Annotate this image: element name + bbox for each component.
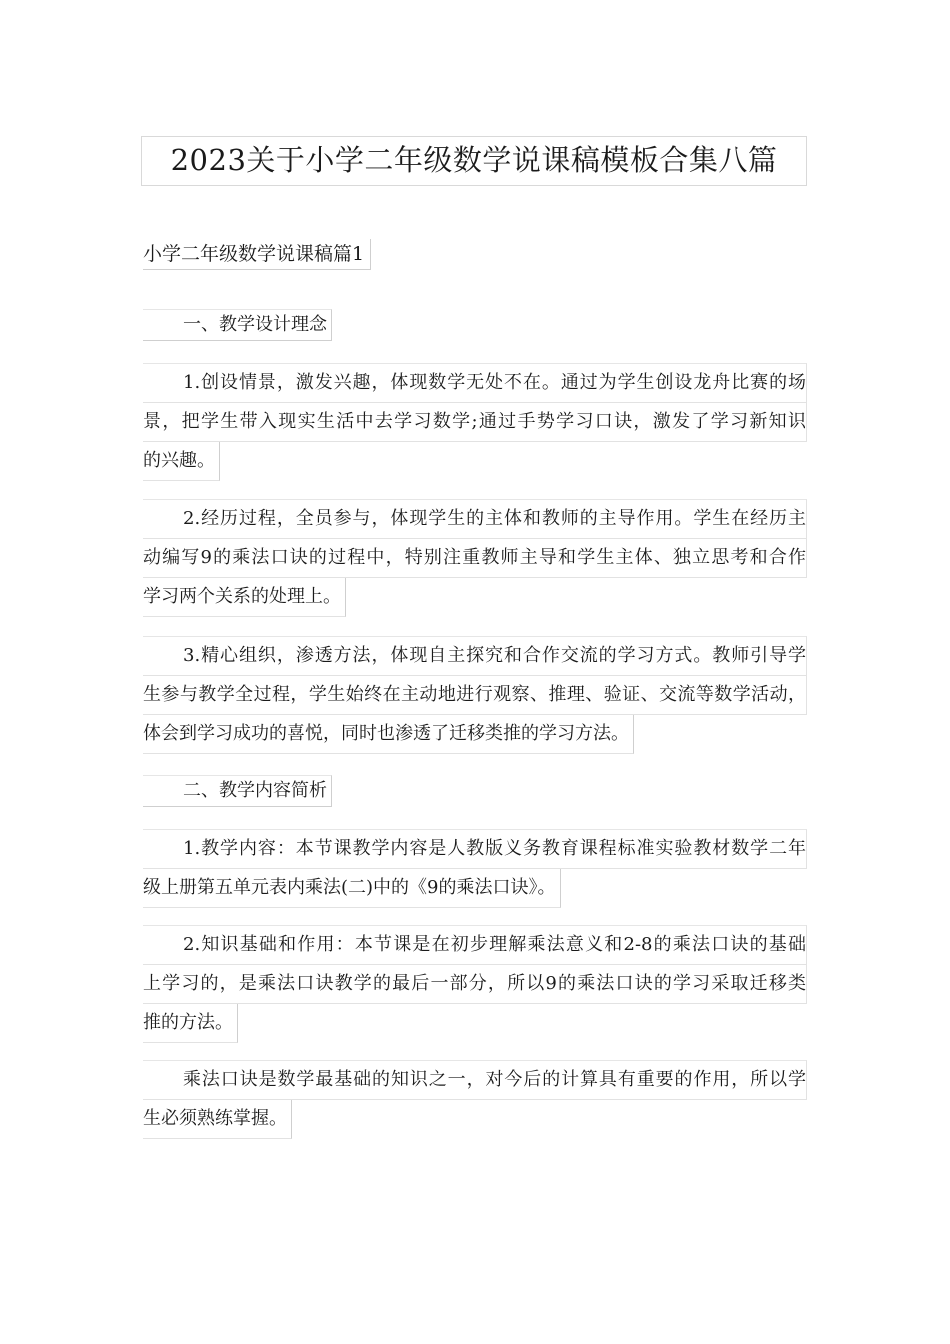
paragraph-6 — [143, 1060, 807, 1153]
paragraph-line: 1.创设情景，激发兴趣，体现数学无处不在。通过为学生创设龙舟比赛的场 — [143, 363, 807, 403]
document-title: 2023关于小学二年级数学说课稿模板合集八篇 — [141, 136, 807, 186]
section-heading: 小学二年级数学说课稿篇1 — [143, 239, 371, 270]
paragraph-line: 生必须熟练掌握。 — [143, 1100, 292, 1139]
paragraph-line: 上学习的，是乘法口诀教学的最后一部分，所以9的乘法口诀的学习采取迁移类 — [143, 965, 807, 1004]
paragraph-line: 3.精心组织，渗透方法，体现自主探究和合作交流的学习方式。教师引导学 — [143, 636, 807, 676]
paragraph-line: 生参与教学全过程，学生始终在主动地进行观察、推理、验证、交流等数学活动， — [143, 676, 807, 715]
paragraph-line: 学习两个关系的处理上。 — [143, 578, 346, 617]
paragraph-line: 1.教学内容：本节课教学内容是人教版义务教育课程标准实验教材数学二年 — [143, 829, 807, 869]
subheading-design-concept: 一、教学设计理念 — [143, 309, 332, 341]
paragraph-line: 推的方法。 — [143, 1004, 238, 1043]
subheading-content-analysis: 二、教学内容简析 — [143, 775, 332, 807]
paragraph-line: 的兴趣。 — [143, 442, 220, 481]
paragraph-4 — [143, 829, 807, 922]
paragraph-line: 动编写9的乘法口诀的过程中，特别注重教师主导和学生主体、独立思考和合作 — [143, 539, 807, 578]
paragraph-line: 级上册第五单元表内乘法(二)中的《9的乘法口诀》。 — [143, 869, 561, 908]
paragraph-line: 体会到学习成功的喜悦，同时也渗透了迁移类推的学习方法。 — [143, 715, 634, 754]
paragraph-line: 2.经历过程，全员参与，体现学生的主体和教师的主导作用。学生在经历主 — [143, 499, 807, 539]
paragraph-1 — [143, 363, 807, 495]
paragraph-line: 乘法口诀是数学最基础的知识之一，对今后的计算具有重要的作用，所以学 — [143, 1060, 807, 1100]
paragraph-line: 2.知识基础和作用：本节课是在初步理解乘法意义和2-8的乘法口诀的基础 — [143, 925, 807, 965]
paragraph-5 — [143, 925, 807, 1057]
paragraph-line: 景，把学生带入现实生活中去学习数学;通过手势学习口诀，激发了学习新知识 — [143, 403, 807, 442]
paragraph-2 — [143, 499, 807, 631]
paragraph-3 — [143, 636, 807, 768]
